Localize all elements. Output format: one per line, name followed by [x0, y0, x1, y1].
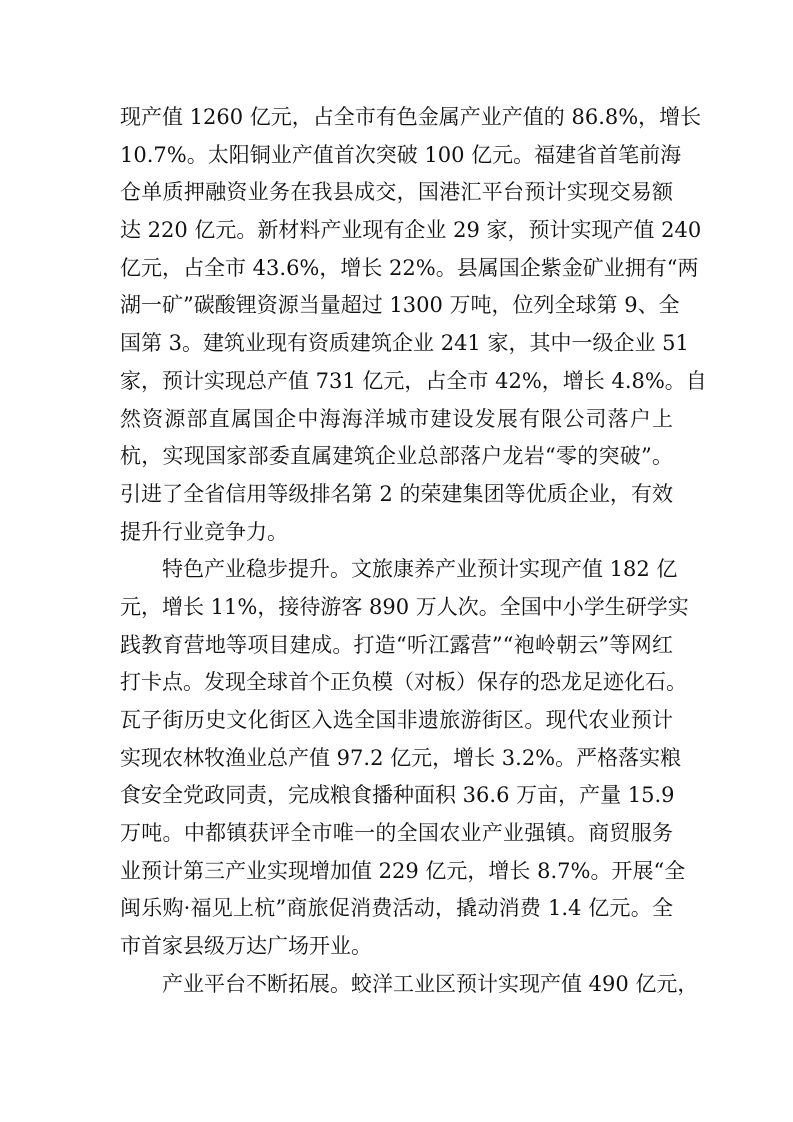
text-line: 产业平台不断拓展。蛟洋工业区预计实现产值 490 亿元，: [162, 971, 699, 996]
text-line: 特色产业稳步提升。文旅康养产业预计实现产值 182 亿: [162, 557, 678, 582]
text-line: 践教育营地等项目建成。打造“听江露营”“袍岭朝云”等网红: [120, 632, 673, 657]
text-line: 现产值 1260 亿元，占全市有色金属产业产值的 86.8%，增长: [120, 105, 702, 129]
text-line: 瓦子街历史文化街区入选全国非遗旅游街区。现代农业预计: [120, 708, 673, 732]
text-line: 达 220 亿元。新材料产业现有企业 29 家，预计实现产值 240: [120, 218, 702, 243]
paragraph-specialty-industry: [120, 551, 689, 966]
text-line: 打卡点。发现全球首个正负模（对板）保存的恐龙足迹化石。: [120, 670, 687, 695]
text-line: 湖一矿”碳酸锂资源当量超过 1300 万吨，位列全球第 9、全: [120, 293, 680, 318]
text-line: 万吨。中都镇获评全市唯一的全国农业产业强镇。商贸服务: [120, 821, 673, 846]
text-line: 国第 3。建筑业现有资质建筑企业 241 家，其中一级企业 51: [120, 331, 689, 356]
text-line: 家，预计实现总产值 731 亿元，占全市 42%，增长 4.8%。自: [120, 368, 707, 393]
text-line: 引进了全省信用等级排名第 2 的荣建集团等优质企业，有效: [120, 481, 673, 506]
text-line: 杭，实现国家部委直属建筑企业总部落户龙岩“零的突破”。: [120, 444, 673, 469]
text-line: 市首家县级万达广场开业。: [120, 934, 372, 959]
text-line: 元，增长 11%，接待游客 890 万人次。全国中小学生研学实: [120, 594, 689, 619]
document-body: [120, 99, 707, 1004]
text-line: 10.7%。太阳铜业产值首次突破 100 亿元。福建省首笔前海: [120, 142, 682, 167]
text-line: 实现农林牧渔业总产值 97.2 亿元，增长 3.2%。严格落实粮: [120, 745, 682, 770]
text-line: 业预计第三产业实现增加值 229 亿元，增长 8.7%。开展“全: [120, 858, 686, 883]
paragraph-nonferrous-industry: [120, 99, 707, 551]
paragraph-industrial-platform: [120, 966, 699, 1004]
text-line: 亿元，占全市 43.6%，增长 22%。县属国企紫金矿业拥有“两: [120, 255, 699, 280]
text-line: 闽乐购·福见上杭”商旅促消费活动，撬动消费 1.4 亿元。全: [120, 896, 673, 921]
text-line: 然资源部直属国企中海海洋城市建设发展有限公司落户上: [120, 406, 673, 431]
text-line: 食安全党政同责，完成粮食播种面积 36.6 万亩，产量 15.9: [120, 783, 675, 808]
text-line: 提升行业竞争力。: [120, 519, 288, 544]
text-line: 仓单质押融资业务在我县成交，国港汇平台预计实现交易额: [120, 180, 673, 205]
